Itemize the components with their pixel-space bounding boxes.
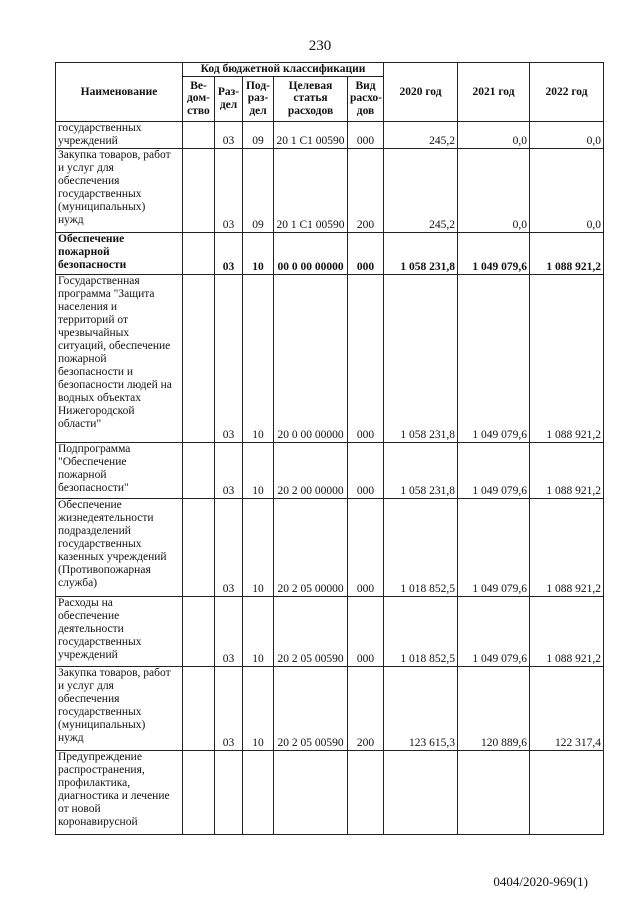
cell-vedomstvo bbox=[183, 498, 215, 596]
cell-expense-type: 000 bbox=[348, 232, 384, 274]
header-vedomstvo: Ве- дом- ство bbox=[183, 76, 215, 121]
cell-podrazdel: 10 bbox=[243, 666, 274, 750]
cell-2021: 120 889,6 bbox=[458, 666, 530, 750]
cell-target: 20 2 05 00590 bbox=[274, 666, 348, 750]
cell-2020: 1 058 231,8 bbox=[384, 442, 458, 498]
page-number: 230 bbox=[308, 38, 332, 54]
cell-target: 20 2 00 00000 bbox=[274, 442, 348, 498]
cell-2021: 1 049 079,6 bbox=[458, 232, 530, 274]
row-name: Обеспечение жизнедеятельности подразделений государственных казенных учреждений (Противопожарная служба) bbox=[56, 498, 183, 596]
cell-razdel: 03 bbox=[215, 596, 243, 666]
cell-expense-type: 000 bbox=[348, 121, 384, 148]
cell-vedomstvo bbox=[183, 148, 215, 232]
table-row bbox=[56, 498, 604, 596]
cell-2020 bbox=[384, 750, 458, 834]
row-name: Подпрограмма "Обеспечение пожарной безопасности" bbox=[56, 442, 183, 498]
cell-podrazdel: 10 bbox=[243, 596, 274, 666]
table-body bbox=[56, 121, 604, 834]
cell-target: 20 0 00 00000 bbox=[274, 274, 348, 442]
cell-razdel bbox=[215, 750, 243, 834]
cell-2020: 1 058 231,8 bbox=[384, 232, 458, 274]
cell-podrazdel: 10 bbox=[243, 442, 274, 498]
cell-2020: 1 058 231,8 bbox=[384, 274, 458, 442]
cell-razdel: 03 bbox=[215, 498, 243, 596]
row-name: Закупка товаров, работ и услуг для обеспечения государственных (муниципальных) нужд bbox=[56, 666, 183, 750]
cell-2020: 1 018 852,5 bbox=[384, 498, 458, 596]
cell-2022: 1 088 921,2 bbox=[530, 596, 604, 666]
cell-2021: 1 049 079,6 bbox=[458, 442, 530, 498]
cell-podrazdel: 09 bbox=[243, 121, 274, 148]
row-name: Расходы на обеспечение деятельности государственных учреждений bbox=[56, 596, 183, 666]
cell-podrazdel bbox=[243, 750, 274, 834]
cell-2020: 123 615,3 bbox=[384, 666, 458, 750]
cell-2022: 122 317,4 bbox=[530, 666, 604, 750]
header-target: Целевая статья расходов bbox=[274, 76, 348, 121]
cell-razdel: 03 bbox=[215, 232, 243, 274]
cell-2022: 0,0 bbox=[530, 148, 604, 232]
cell-2022 bbox=[530, 750, 604, 834]
row-name: государственных учреждений bbox=[56, 121, 183, 148]
cell-vedomstvo bbox=[183, 750, 215, 834]
table-row bbox=[56, 750, 604, 834]
cell-vedomstvo bbox=[183, 121, 215, 148]
cell-razdel: 03 bbox=[215, 148, 243, 232]
table-row bbox=[56, 121, 604, 148]
table-row bbox=[56, 596, 604, 666]
cell-vedomstvo bbox=[183, 596, 215, 666]
table-row bbox=[56, 232, 604, 274]
cell-2022: 1 088 921,2 bbox=[530, 232, 604, 274]
cell-2020: 245,2 bbox=[384, 121, 458, 148]
document-code: 0404/2020-969(1) bbox=[493, 874, 588, 889]
header-2020: 2020 год bbox=[384, 63, 458, 122]
header-name: Наименование bbox=[56, 63, 183, 122]
cell-2021: 1 049 079,6 bbox=[458, 596, 530, 666]
header-razdel: Раз- дел bbox=[215, 76, 243, 121]
cell-podrazdel: 10 bbox=[243, 498, 274, 596]
cell-2022: 1 088 921,2 bbox=[530, 442, 604, 498]
header-2022: 2022 год bbox=[530, 63, 604, 122]
cell-2021 bbox=[458, 750, 530, 834]
cell-2022: 1 088 921,2 bbox=[530, 498, 604, 596]
cell-2021: 0,0 bbox=[458, 148, 530, 232]
cell-expense-type: 000 bbox=[348, 274, 384, 442]
header-classification-group: Код бюджетной классификации bbox=[183, 63, 384, 77]
cell-podrazdel: 10 bbox=[243, 232, 274, 274]
cell-2021: 1 049 079,6 bbox=[458, 274, 530, 442]
cell-target: 20 2 05 00000 bbox=[274, 498, 348, 596]
row-name: Обеспечение пожарной безопасности bbox=[56, 232, 183, 274]
cell-vedomstvo bbox=[183, 274, 215, 442]
cell-target: 20 2 05 00590 bbox=[274, 596, 348, 666]
row-name: Предупреждение распространения, профилактика, диагностика и лечение от новой коронавирусной bbox=[56, 750, 183, 834]
cell-expense-type: 200 bbox=[348, 148, 384, 232]
cell-2020: 1 018 852,5 bbox=[384, 596, 458, 666]
cell-2021: 0,0 bbox=[458, 121, 530, 148]
table-row bbox=[56, 148, 604, 232]
cell-razdel: 03 bbox=[215, 442, 243, 498]
cell-expense-type: 000 bbox=[348, 596, 384, 666]
cell-2020: 245,2 bbox=[384, 148, 458, 232]
cell-vedomstvo bbox=[183, 442, 215, 498]
cell-podrazdel: 10 bbox=[243, 274, 274, 442]
cell-target bbox=[274, 750, 348, 834]
cell-vedomstvo bbox=[183, 232, 215, 274]
cell-razdel: 03 bbox=[215, 274, 243, 442]
header-podrazdel: Под- раз- дел bbox=[243, 76, 274, 121]
cell-razdel: 03 bbox=[215, 121, 243, 148]
budget-table bbox=[55, 62, 604, 835]
row-name: Закупка товаров, работ и услуг для обеспечения государственных (муниципальных) нужд bbox=[56, 148, 183, 232]
table-row bbox=[56, 274, 604, 442]
cell-razdel: 03 bbox=[215, 666, 243, 750]
table-row bbox=[56, 666, 604, 750]
cell-expense-type: 000 bbox=[348, 498, 384, 596]
cell-target: 20 1 C1 00590 bbox=[274, 121, 348, 148]
cell-2021: 1 049 079,6 bbox=[458, 498, 530, 596]
cell-expense-type: 200 bbox=[348, 666, 384, 750]
header-2021: 2021 год bbox=[458, 63, 530, 122]
cell-expense-type: 000 bbox=[348, 442, 384, 498]
row-name: Государственная программа "Защита населения и территорий от чрезвычайных ситуаций, обеспечение пожарной безопасности и безопасности людей на водных объектах Нижегородской области" bbox=[56, 274, 183, 442]
header-expense-type: Вид расхо- дов bbox=[348, 76, 384, 121]
cell-target: 00 0 00 00000 bbox=[274, 232, 348, 274]
cell-target: 20 1 C1 00590 bbox=[274, 148, 348, 232]
cell-expense-type bbox=[348, 750, 384, 834]
cell-podrazdel: 09 bbox=[243, 148, 274, 232]
cell-2022: 1 088 921,2 bbox=[530, 274, 604, 442]
table-row bbox=[56, 442, 604, 498]
cell-2022: 0,0 bbox=[530, 121, 604, 148]
cell-vedomstvo bbox=[183, 666, 215, 750]
